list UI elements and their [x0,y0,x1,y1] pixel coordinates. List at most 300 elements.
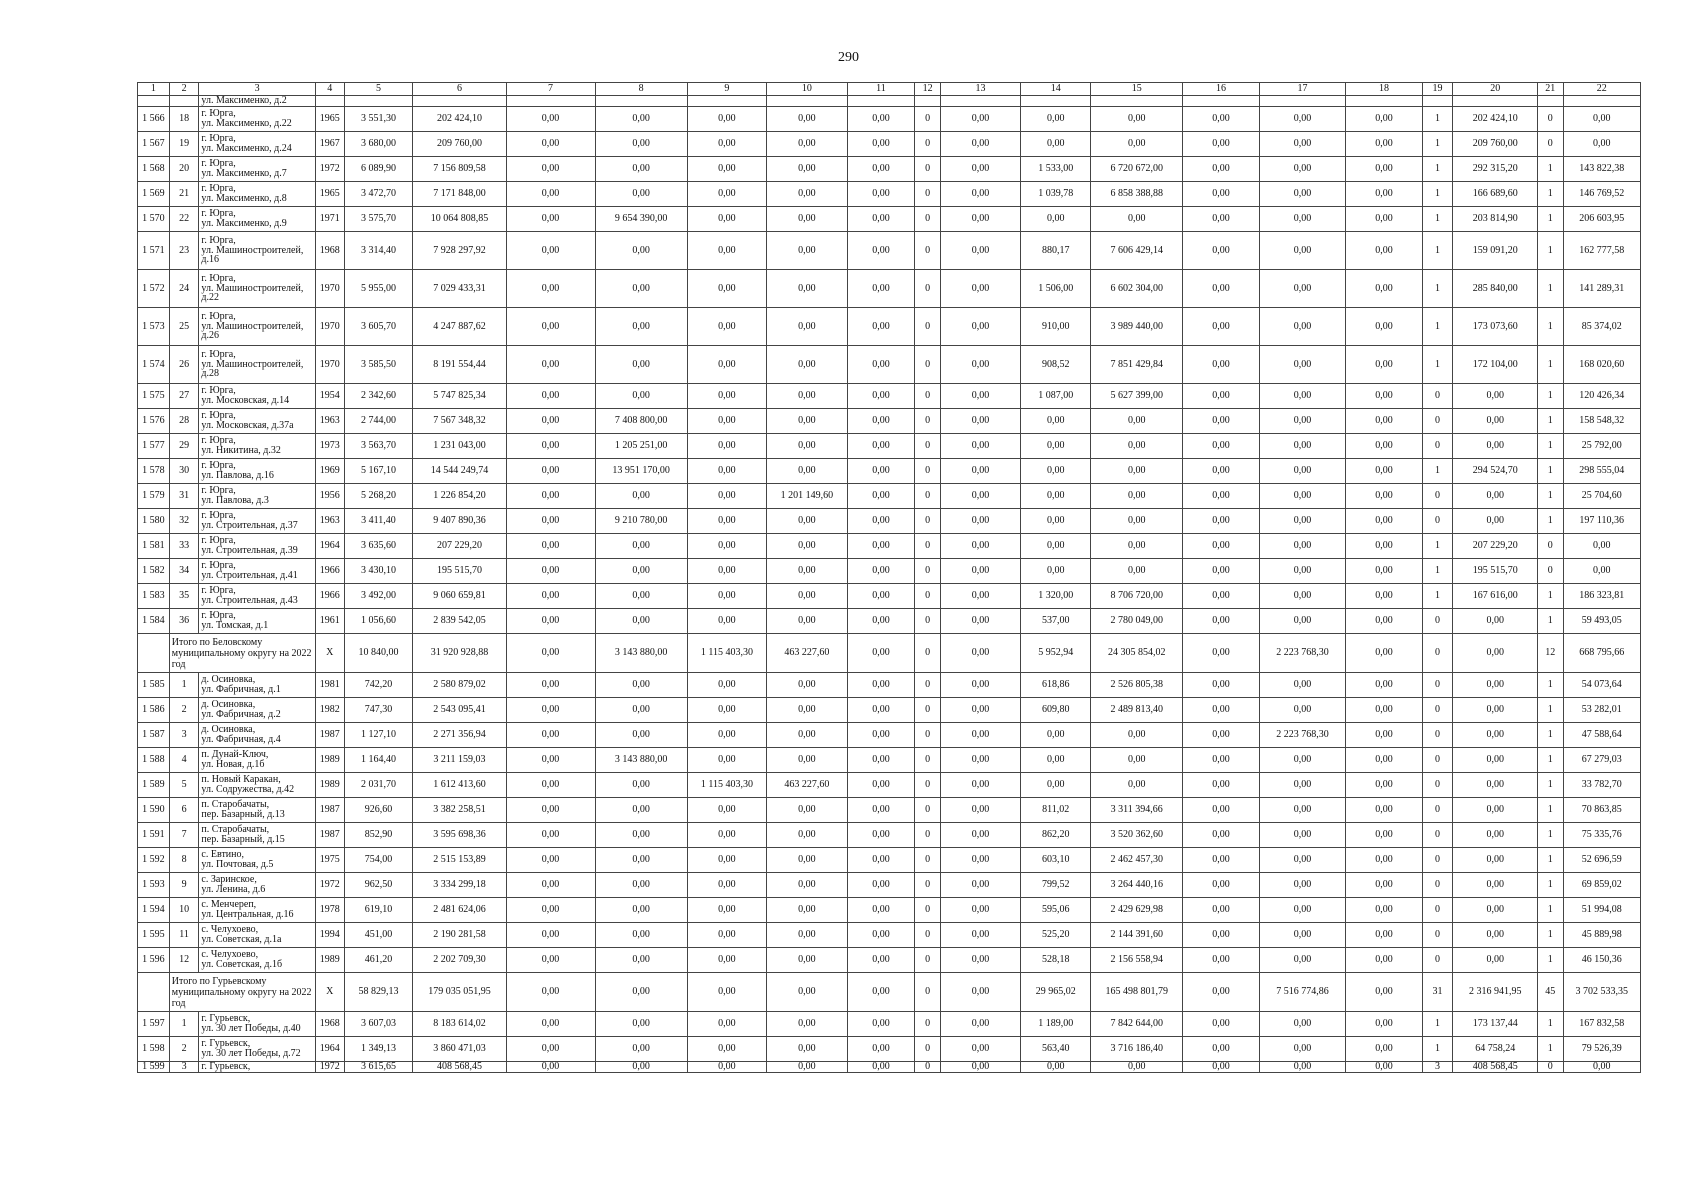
table-cell: 0,00 [1453,873,1538,898]
table-cell [1453,96,1538,107]
table-cell: 0,00 [940,434,1020,459]
table-cell: 285 840,00 [1453,270,1538,308]
table-cell: 0,00 [1183,534,1259,559]
table-cell: 70 863,85 [1563,798,1641,823]
table-cell: 0 [915,409,940,434]
address-cell: ул. Максименко, д.2 [199,96,316,107]
table-cell: 0,00 [1563,1062,1641,1073]
table-cell: 1 [1538,873,1563,898]
table-cell: 0,00 [687,232,766,270]
table-row [138,584,1641,609]
table-cell: 3 311 394,66 [1091,798,1183,823]
table-cell: 0,00 [595,923,687,948]
table-cell: 0,00 [847,973,915,1012]
table-cell: 0,00 [1183,270,1259,308]
table-cell: 0,00 [687,157,766,182]
table-cell: 0,00 [687,898,766,923]
table-cell: 3 382 258,51 [413,798,506,823]
table-cell: 0,00 [847,898,915,923]
table-cell: 2 031,70 [344,773,413,798]
table-cell: 1 [1422,132,1453,157]
table-cell: 463 227,60 [767,634,847,673]
table-cell: 36 [169,609,199,634]
table-cell: 0 [1422,384,1453,409]
table-cell: 0,00 [1021,534,1091,559]
table-cell: 0,00 [1453,798,1538,823]
table-cell: 0,00 [767,459,847,484]
table-cell: 0,00 [1563,107,1641,132]
table-cell: 0,00 [1346,948,1422,973]
table-cell: 0 [915,823,940,848]
table-cell: 158 548,32 [1563,409,1641,434]
table-cell: 1 [1422,534,1453,559]
table-cell: 45 889,98 [1563,923,1641,948]
table-cell: 0,00 [1259,798,1346,823]
table-cell: 7 171 848,00 [413,182,506,207]
table-cell: 1 [1538,798,1563,823]
table-cell: 0,00 [1259,748,1346,773]
table-cell: 23 [169,232,199,270]
table-cell: 0,00 [767,232,847,270]
table-cell: 0,00 [1259,509,1346,534]
table-cell: 0,00 [1183,207,1259,232]
table-cell: 0,00 [1259,584,1346,609]
table-cell: 0,00 [767,848,847,873]
table-cell: 0,00 [595,723,687,748]
table-cell: 1 575 [138,384,170,409]
table-cell: 0,00 [1259,308,1346,346]
table-cell: 0,00 [767,673,847,698]
table-cell: 1 [1538,270,1563,308]
table-cell: 0,00 [506,898,595,923]
table-row [138,1037,1641,1062]
table-cell: 0,00 [506,723,595,748]
table-cell: 9 654 390,00 [595,207,687,232]
table-cell: 24 305 854,02 [1091,634,1183,673]
table-cell: 0,00 [506,584,595,609]
table-cell: 0,00 [767,534,847,559]
table-cell: 0,00 [1259,409,1346,434]
table-cell: 0,00 [847,948,915,973]
table-cell: 0 [915,873,940,898]
table-cell: 29 [169,434,199,459]
table-cell: 5 167,10 [344,459,413,484]
table-cell: 0,00 [767,384,847,409]
table-cell: 0,00 [940,1037,1020,1062]
table-cell: 203 814,90 [1453,207,1538,232]
table-cell: 0,00 [847,673,915,698]
table-cell: 52 696,59 [1563,848,1641,873]
table-cell: 0,00 [1259,559,1346,584]
table-cell: 0,00 [940,559,1020,584]
table-cell: 0,00 [1183,1062,1259,1073]
table-cell: 12 [169,948,199,973]
table-cell: 1965 [315,107,344,132]
table-cell: 0 [915,534,940,559]
table-cell: 0,00 [1091,207,1183,232]
table-cell: 0,00 [1346,207,1422,232]
table-cell: 3 595 698,36 [413,823,506,848]
table-cell: 0,00 [767,609,847,634]
table-cell: 3 [169,723,199,748]
table-cell: 0,00 [687,1012,766,1037]
table-cell: 0,00 [847,748,915,773]
table-cell: 3 716 186,40 [1091,1037,1183,1062]
table-cell: 1 579 [138,484,170,509]
table-row [138,270,1641,308]
table-cell: 0,00 [1259,898,1346,923]
table-cell: 0 [1422,509,1453,534]
table-cell: 0,00 [1259,609,1346,634]
table-cell: 0,00 [940,132,1020,157]
address-cell: п. Старобачаты, пер. Базарный, д.15 [199,823,316,848]
table-cell: 0 [915,384,940,409]
table-cell: 1987 [315,723,344,748]
table-cell: 0,00 [1183,898,1259,923]
table-cell: 0 [915,434,940,459]
table-cell: 1 [1422,107,1453,132]
table-cell: 0,00 [767,107,847,132]
table-row [138,346,1641,384]
address-cell: д. Осиновка, ул. Фабричная, д.1 [199,673,316,698]
table-cell: 0,00 [940,107,1020,132]
table-row [138,559,1641,584]
table-cell: 0,00 [595,157,687,182]
table-cell: 0,00 [1091,773,1183,798]
table-cell: 0,00 [767,923,847,948]
column-number: 3 [199,83,316,96]
table-cell: 0 [1422,848,1453,873]
column-number: 4 [315,83,344,96]
table-cell: 1 [1422,459,1453,484]
table-cell: 1 087,00 [1021,384,1091,409]
table-cell: 0,00 [1021,434,1091,459]
table-cell: 173 137,44 [1453,1012,1538,1037]
column-number: 16 [1183,83,1259,96]
column-number: 22 [1563,83,1641,96]
table-cell: 3 492,00 [344,584,413,609]
table-cell: 0 [1422,609,1453,634]
table-cell: 0,00 [1021,132,1091,157]
table-cell: 5 268,20 [344,484,413,509]
table-cell: 1 039,78 [1021,182,1091,207]
table-cell: 3 314,40 [344,232,413,270]
table-cell: 1 593 [138,873,170,898]
table-cell: 7 [169,823,199,848]
table-cell: 1 568 [138,157,170,182]
column-number-row [138,83,1641,96]
table-cell: 0,00 [1453,748,1538,773]
table-cell: 0,00 [1346,848,1422,873]
table-cell: 0,00 [595,384,687,409]
table-cell: 0,00 [1346,584,1422,609]
table-cell: 8 191 554,44 [413,346,506,384]
address-cell: г. Юрга, ул. Максименко, д.9 [199,207,316,232]
table-cell: 1 533,00 [1021,157,1091,182]
table-cell: 0,00 [1453,484,1538,509]
table-cell: 0 [1422,698,1453,723]
table-cell: 0,00 [506,157,595,182]
table-cell: 0,00 [1259,1012,1346,1037]
table-cell: 20 [169,157,199,182]
table-cell: 0,00 [687,923,766,948]
table-cell: 67 279,03 [1563,748,1641,773]
table-cell: 747,30 [344,698,413,723]
address-cell: п. Новый Каракан, ул. Содружества, д.42 [199,773,316,798]
table-cell: 0 [1422,484,1453,509]
table-cell: 0,00 [1346,157,1422,182]
table-cell: 34 [169,559,199,584]
table-cell: 1 588 [138,748,170,773]
table-cell [1538,96,1563,107]
table-cell: 0 [915,207,940,232]
address-cell: г. Юрга, ул. Машиностроителей, д.26 [199,308,316,346]
table-cell: 0 [1422,434,1453,459]
table-cell: 0 [915,107,940,132]
table-cell: 2 526 805,38 [1091,673,1183,698]
table-cell: 0,00 [1346,773,1422,798]
table-cell: 0,00 [1183,308,1259,346]
table-cell: 3 211 159,03 [413,748,506,773]
table-cell: 0,00 [1259,1037,1346,1062]
table-cell: 9 060 659,81 [413,584,506,609]
address-cell: г. Юрга, ул. Павлова, д.3 [199,484,316,509]
table-row [138,157,1641,182]
table-cell: 1 231 043,00 [413,434,506,459]
table-cell: 173 073,60 [1453,308,1538,346]
table-cell: 0,00 [1259,459,1346,484]
table-cell [138,96,170,107]
table-cell: 0,00 [595,182,687,207]
table-cell: 58 829,13 [344,973,413,1012]
table-cell: 207 229,20 [1453,534,1538,559]
table-cell: 0,00 [506,107,595,132]
table-cell: 0,00 [506,634,595,673]
table-cell: 0,00 [1259,232,1346,270]
table-cell: 85 374,02 [1563,308,1641,346]
table-cell: 0,00 [1346,609,1422,634]
table-cell: 0,00 [940,848,1020,873]
table-cell: 3 575,70 [344,207,413,232]
table-cell: 0,00 [687,698,766,723]
table-cell: 35 [169,584,199,609]
table-cell: 1 585 [138,673,170,698]
table-cell: 0,00 [1453,434,1538,459]
table-cell: 0 [1538,559,1563,584]
table-cell: 0,00 [767,434,847,459]
table-cell: 0,00 [1183,1037,1259,1062]
table-cell: 0,00 [687,1062,766,1073]
column-number: 8 [595,83,687,96]
table-cell: 2 223 768,30 [1259,634,1346,673]
table-cell: 6 720 672,00 [1091,157,1183,182]
address-cell: г. Гурьевск, ул. 30 лет Победы, д.40 [199,1012,316,1037]
table-cell: 0,00 [1183,773,1259,798]
table-cell: 0,00 [847,207,915,232]
table-cell: X [315,973,344,1012]
table-cell: 525,20 [1021,923,1091,948]
table-cell: 0,00 [506,509,595,534]
table-cell: 3 143 880,00 [595,634,687,673]
table-cell: 0,00 [506,848,595,873]
table-cell: 1 164,40 [344,748,413,773]
table-cell: 5 747 825,34 [413,384,506,409]
address-cell: г. Юрга, ул. Никитина, д.32 [199,434,316,459]
table-cell: 595,06 [1021,898,1091,923]
table-row [138,898,1641,923]
table-cell: 0,00 [1021,509,1091,534]
table-cell: 0,00 [595,609,687,634]
table-cell: 0,00 [767,898,847,923]
table-cell: 0,00 [1453,698,1538,723]
table-cell: 7 928 297,92 [413,232,506,270]
table-cell: 1 [1538,207,1563,232]
table-cell: 0,00 [1183,634,1259,673]
table-cell: 0,00 [1021,748,1091,773]
table-cell: 0,00 [847,132,915,157]
table-cell: 0,00 [1183,459,1259,484]
table-cell: 3 520 362,60 [1091,823,1183,848]
table-cell: X [315,634,344,673]
table-cell: 0 [915,1062,940,1073]
table-cell: 7 408 800,00 [595,409,687,434]
table-cell: 165 498 801,79 [1091,973,1183,1012]
table-cell: 1 [1538,923,1563,948]
table-cell: 0,00 [595,107,687,132]
table-cell: 59 493,05 [1563,609,1641,634]
table-cell: 0,00 [1183,157,1259,182]
table-cell: 0,00 [940,698,1020,723]
table-cell: 0,00 [1346,673,1422,698]
table-cell: 0,00 [767,509,847,534]
table-cell: 64 758,24 [1453,1037,1538,1062]
table-cell: 9 210 780,00 [595,509,687,534]
table-cell: 0,00 [1091,748,1183,773]
table-cell: 0,00 [940,823,1020,848]
table-cell: 0,00 [1183,848,1259,873]
table-cell: 0,00 [940,773,1020,798]
table-cell: 0,00 [1346,409,1422,434]
table-cell: 0 [1422,898,1453,923]
table-cell: 463 227,60 [767,773,847,798]
table-row [138,207,1641,232]
address-cell: г. Юрга, ул. Строительная, д.41 [199,559,316,584]
table-cell: 0,00 [506,409,595,434]
table-cell: 603,10 [1021,848,1091,873]
subtotal-row [138,634,1641,673]
table-cell: 0,00 [687,609,766,634]
table-cell: 0,00 [1346,798,1422,823]
table-cell: 8 183 614,02 [413,1012,506,1037]
table-cell: 0,00 [940,634,1020,673]
table-cell: 0,00 [847,434,915,459]
table-cell: 0,00 [847,182,915,207]
table-cell: 1 [1538,384,1563,409]
table-cell: 0 [915,898,940,923]
table-cell: 0 [915,1037,940,1062]
table-cell: 1 [1422,346,1453,384]
table-cell: 0,00 [847,848,915,873]
table-cell: 0 [915,748,940,773]
table-cell: 207 229,20 [413,534,506,559]
table-cell: 0,00 [847,698,915,723]
table-cell: 1966 [315,584,344,609]
table-cell: 0,00 [1183,723,1259,748]
table-cell [169,96,199,107]
table-cell: 0,00 [1453,773,1538,798]
table-cell: 1987 [315,823,344,848]
table-cell: 5 952,94 [1021,634,1091,673]
table-cell: 195 515,70 [1453,559,1538,584]
table-cell: 609,80 [1021,698,1091,723]
table-cell: 0 [1422,773,1453,798]
table-cell: 0,00 [847,484,915,509]
table-cell: 0,00 [1091,1062,1183,1073]
table-cell: 1 587 [138,723,170,748]
table-cell: 1 [1422,207,1453,232]
table-cell: 0,00 [940,923,1020,948]
table-cell: 0,00 [1346,384,1422,409]
table-cell: 0,00 [847,534,915,559]
table-cell: 2 223 768,30 [1259,723,1346,748]
table-cell: 1 [1538,509,1563,534]
table-cell: 0 [1422,634,1453,673]
table-cell: 0,00 [506,534,595,559]
table-cell: 0,00 [847,723,915,748]
table-cell: 1 226 854,20 [413,484,506,509]
table-cell: 162 777,58 [1563,232,1641,270]
table-cell: 0,00 [847,923,915,948]
table-cell: 1 580 [138,509,170,534]
table-cell: 0,00 [1021,207,1091,232]
table-cell: 1971 [315,207,344,232]
table-cell: 1 [1422,584,1453,609]
table-cell: 1970 [315,308,344,346]
table-cell: 0,00 [940,1012,1020,1037]
table-cell: 45 [1538,973,1563,1012]
table-cell: 186 323,81 [1563,584,1641,609]
table-cell: 1 [1422,308,1453,346]
table-cell: 143 822,38 [1563,157,1641,182]
table-cell: 19 [169,132,199,157]
address-cell: г. Юрга, ул. Томская, д.1 [199,609,316,634]
table-cell: 33 [169,534,199,559]
table-cell: 618,86 [1021,673,1091,698]
table-cell: 0,00 [847,823,915,848]
table-cell: 159 091,20 [1453,232,1538,270]
table-cell: 2 [169,1037,199,1062]
table-row [138,132,1641,157]
table-cell: 1 349,13 [344,1037,413,1062]
table-cell: 0,00 [687,823,766,848]
table-cell: 0,00 [1183,823,1259,848]
table-cell: 1 570 [138,207,170,232]
table-cell: 0,00 [940,1062,1020,1073]
table-cell: 908,52 [1021,346,1091,384]
table-cell: 0,00 [847,873,915,898]
table-cell: 1 [1538,584,1563,609]
table-cell: 0,00 [1346,723,1422,748]
table-cell: 0,00 [1021,559,1091,584]
table-cell: 0,00 [595,823,687,848]
column-number: 2 [169,83,199,96]
address-cell: г. Юрга, ул. Московская, д.14 [199,384,316,409]
address-cell: г. Юрга, ул. Максименко, д.8 [199,182,316,207]
column-number: 14 [1021,83,1091,96]
table-cell: 0,00 [595,773,687,798]
subtotal-label: Итого по Беловскому муниципальному округу на 2022 год [169,634,315,673]
table-cell: 1970 [315,270,344,308]
